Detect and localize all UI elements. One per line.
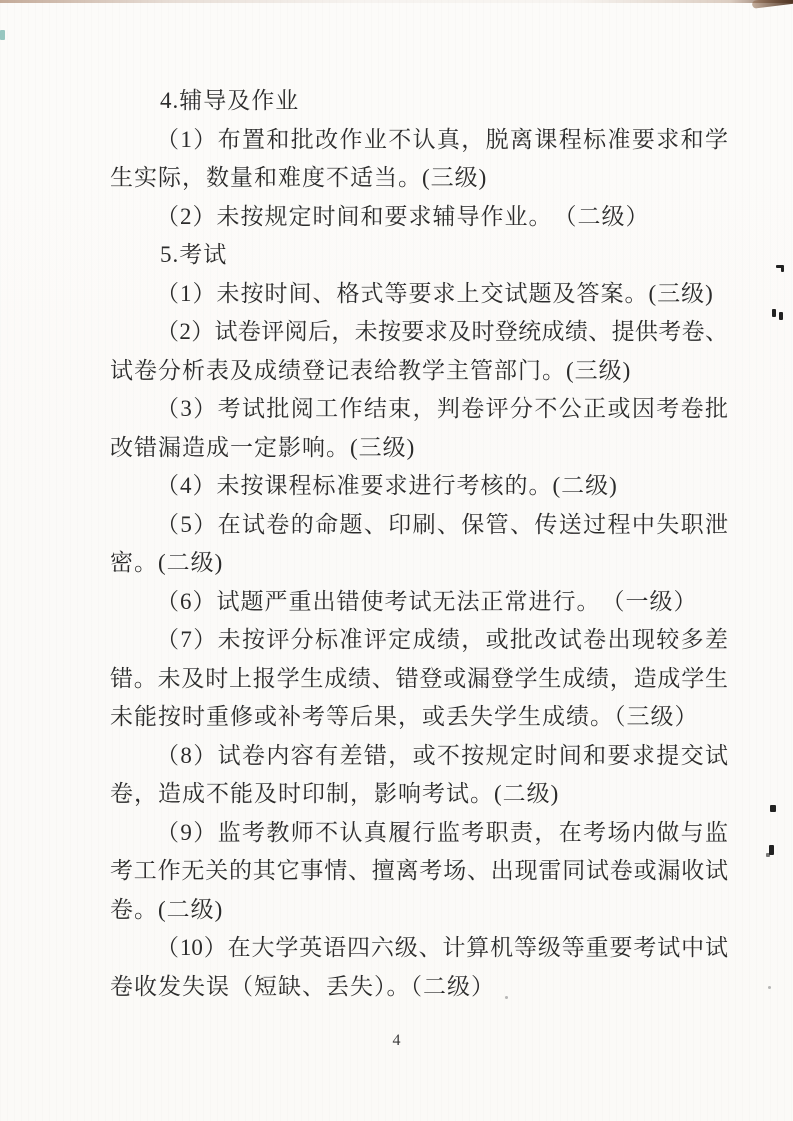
clause-5-9-line-3: 卷。(二级) xyxy=(110,896,224,922)
clause-5-7-line-3: 未能按时重修或补考等后果，或丢失学生成绩。（三级） xyxy=(110,704,699,729)
clause-5-5-line-1: （5）在试卷的命题、印刷、保管、传送过程中失职泄 xyxy=(156,511,728,537)
page-number: 4 xyxy=(392,1032,401,1049)
clause-5-8-line-2: 卷，造成不能及时印制，影响考试。(二级) xyxy=(110,781,560,806)
clause-5-1: （1）未按时间、格式等要求上交试题及答案。(三级) xyxy=(156,280,714,306)
clause-5-3-line-1: （3）考试批阅工作结束，判卷评分不公正或因考卷批 xyxy=(156,396,728,421)
clause-5-2-line-1: （2）试卷评阅后，未按要求及时登统成绩、提供考卷、 xyxy=(156,319,728,344)
clause-5-2-line-2: 试卷分析表及成绩登记表给教学主管部门。(三级) xyxy=(110,357,632,383)
scan-speck xyxy=(768,986,771,989)
clause-5-9-line-1: （9）监考教师不认真履行监考职责，在考场内做与监 xyxy=(156,819,728,845)
clause-5-6: （6）试题严重出错使考试无法正常进行。 （一级） xyxy=(156,588,698,614)
scan-speck xyxy=(781,267,784,272)
clause-4-1-line-2: 生实际，数量和难度不适当。(三级) xyxy=(110,165,488,190)
scan-corner-mark xyxy=(752,0,793,9)
clause-5-5-line-2: 密。(二级) xyxy=(110,550,224,575)
clause-5-7-line-1: （7）未按评分标准评定成绩，或批改试卷出现较多差 xyxy=(156,627,728,652)
section-heading-5-exam: 5.考试 xyxy=(160,242,228,267)
section-heading-4-tutoring-homework: 4.辅导及作业 xyxy=(160,88,300,113)
clause-5-10-line-2: 卷收发失误（短缺、丢失）。（二级） xyxy=(110,973,495,999)
scan-speck xyxy=(766,853,770,857)
scan-speck xyxy=(0,30,5,40)
document-body xyxy=(110,82,728,1006)
clause-5-8-line-1: （8）试卷内容有差错，或不按规定时间和要求提交试 xyxy=(156,742,728,768)
clause-4-2: （2）未按规定时间和要求辅导作业。 （二级） xyxy=(156,203,650,229)
clause-5-3-line-2: 改错漏造成一定影响。(三级) xyxy=(110,434,416,460)
clause-5-9-line-2: 考工作无关的其它事情、擅离考场、出现雷同试卷或漏收试 xyxy=(110,858,728,883)
clause-5-4: （4）未按课程标准要求进行考核的。(二级) xyxy=(156,473,618,498)
scan-speck xyxy=(772,309,776,317)
scan-speck xyxy=(770,805,776,812)
clause-4-1-line-1: （1）布置和批改作业不认真，脱离课程标准要求和学 xyxy=(156,126,728,152)
clause-5-10-line-1: （10）在大学英语四六级、计算机等级等重要考试中试 xyxy=(156,935,728,960)
scan-speck xyxy=(779,312,783,320)
scan-edge-line xyxy=(0,0,793,3)
clause-5-7-line-2: 错。未及时上报学生成绩、错登或漏登学生成绩，造成学生 xyxy=(110,665,728,691)
